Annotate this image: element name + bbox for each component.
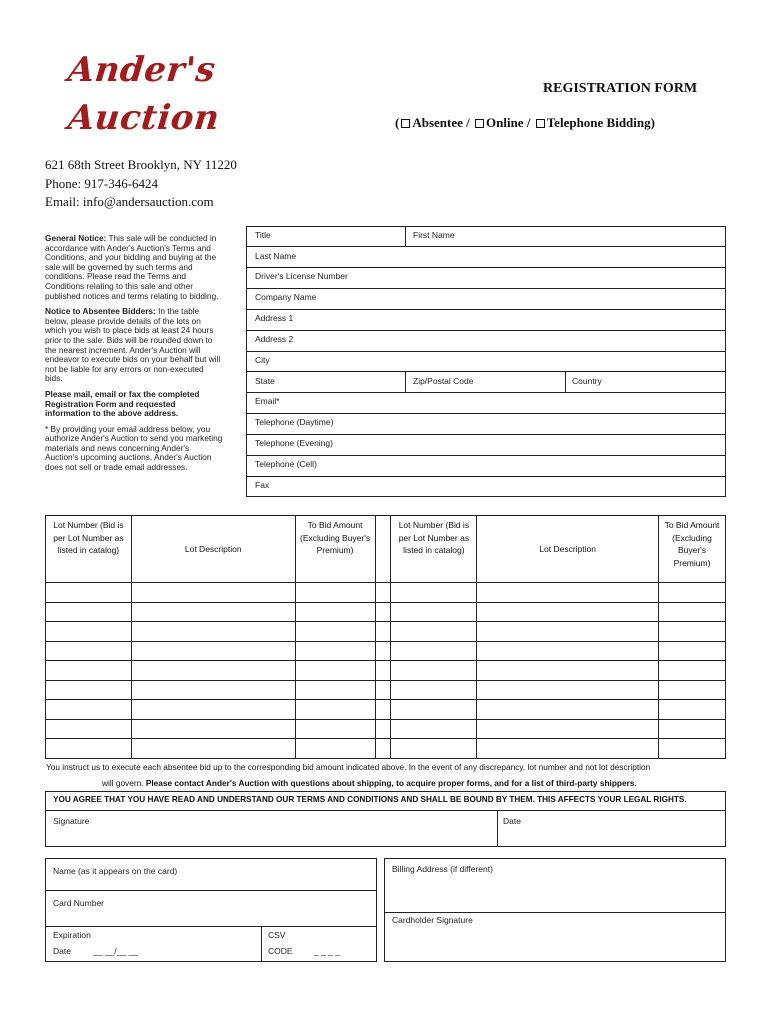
logo-line-1: Ander's [65, 50, 218, 90]
lot-number-cell[interactable] [391, 680, 477, 700]
lot-table-spacer [375, 516, 391, 583]
bid-amount-header: To Bid Amount (Excluding Buyer's Premium) [295, 516, 375, 583]
lot-number-cell[interactable] [391, 661, 477, 681]
form-title: REGISTRATION FORM [543, 81, 698, 96]
expiration-label: Expiration [53, 930, 91, 940]
lot-number-cell[interactable] [46, 719, 132, 739]
company-name-field[interactable]: Company Name [255, 292, 317, 302]
lot-number-cell[interactable] [391, 719, 477, 739]
lot-description-cell[interactable] [131, 622, 295, 642]
agreement-text: YOU AGREE THAT YOU HAVE READ AND UNDERSTAND OUR TERMS AND CONDITIONS AND SHALL BE BOUND BY THEM. THIS AFFECTS YOUR LEGAL RIGHTS. [53, 795, 687, 804]
address-2-field[interactable]: Address 2 [255, 334, 294, 344]
fax-field[interactable]: Fax [255, 480, 270, 490]
lot-table-row [46, 719, 726, 739]
telephone-cell-field[interactable]: Telephone (Cell) [255, 459, 317, 469]
telephone-daytime-field[interactable]: Telephone (Daytime) [255, 417, 334, 427]
lot-number-cell[interactable] [391, 739, 477, 759]
bid-amount-cell[interactable] [295, 583, 375, 603]
card-name-field[interactable]: Name (as it appears on the card) [53, 866, 178, 876]
signature-field[interactable]: Signature [53, 816, 90, 826]
lot-number-cell[interactable] [46, 622, 132, 642]
lot-description-cell[interactable] [131, 583, 295, 603]
spacer-cell [375, 739, 391, 759]
lot-number-cell[interactable] [391, 602, 477, 622]
lot-description-cell[interactable] [131, 739, 295, 759]
telephone-label: Telephone Bidding) [546, 115, 655, 130]
telephone-evening-field[interactable]: Telephone (Evening) [255, 438, 333, 448]
lot-description-cell[interactable] [477, 661, 659, 681]
lot-table-body [46, 583, 726, 759]
online-label: Online / [486, 115, 531, 130]
lot-table-row [46, 641, 726, 661]
bid-amount-cell[interactable] [659, 739, 726, 759]
first-name-field[interactable]: First Name [413, 230, 455, 240]
bid-amount-cell[interactable] [659, 719, 726, 739]
lot-description-cell[interactable] [477, 739, 659, 759]
mail-notice [45, 390, 223, 419]
lot-table [45, 515, 726, 759]
bid-amount-cell[interactable] [659, 602, 726, 622]
bid-amount-cell[interactable] [659, 661, 726, 681]
lot-number-cell[interactable] [46, 583, 132, 603]
lot-description-header-2: Lot Description [477, 516, 659, 583]
lot-table-header [46, 516, 726, 583]
bid-amount-cell[interactable] [295, 641, 375, 661]
lot-number-header-2: Lot Number (Bid is per Lot Number as listed in catalog) [391, 516, 477, 583]
bid-amount-header-2: To Bid Amount (Excluding Buyer's Premium) [659, 516, 726, 583]
lot-number-cell[interactable] [46, 739, 132, 759]
expiration-date-field[interactable]: __ __/__ __ [93, 946, 138, 956]
general-notice-text: This sale will be conducted in accordance with Ander's Auction's Terms and Conditions, and your bidding and buying at the sale will be governed by such terms and conditions. Please read the Terms and Conditions relating to this sale and other published notices and terms relating to bidding. [45, 233, 219, 301]
absentee-checkbox[interactable] [401, 119, 410, 128]
instruction-bold: Please contact Ander's Auction with questions about shipping, to acquire proper forms, and for a list of third-party shippers. [145, 778, 637, 788]
lot-number-cell[interactable] [46, 700, 132, 720]
email-field[interactable]: Email* [255, 396, 280, 406]
lot-number-header: Lot Number (Bid is per Lot Number as listed in catalog) [46, 516, 132, 583]
lot-number-cell[interactable] [46, 602, 132, 622]
bid-amount-cell[interactable] [659, 622, 726, 642]
bid-type-selector [395, 115, 655, 131]
instruction-plain: will govern. [102, 778, 146, 788]
logo-line-2: Auction [65, 98, 222, 138]
absentee-notice-text: In the table below, please provide details of the lots on which you wish to place bids at least 24 hours prior to the sale. Bids will be rounded down to the nearest increment. Ander's Auction will endeavor to execute bids on your behalf but will not be liable for any errors or non-executed bids. [45, 306, 221, 384]
lot-description-cell[interactable] [477, 719, 659, 739]
billing-address-field[interactable]: Billing Address (if different) [392, 864, 493, 874]
online-checkbox[interactable] [475, 119, 484, 128]
csv-label: CSV [268, 930, 286, 940]
lot-description-cell[interactable] [477, 641, 659, 661]
bid-amount-cell[interactable] [295, 661, 375, 681]
address-1-field[interactable]: Address 1 [255, 313, 294, 323]
date-field[interactable]: Date [503, 816, 521, 826]
bid-amount-cell[interactable] [659, 700, 726, 720]
contact-phone: Phone: 917-346-6424 [45, 176, 159, 191]
lot-number-cell[interactable] [46, 641, 132, 661]
bid-amount-cell[interactable] [295, 622, 375, 642]
bid-amount-cell[interactable] [295, 680, 375, 700]
state-field[interactable]: State [255, 376, 275, 386]
code-label: CODE [268, 946, 293, 956]
general-notice-heading: General Notice: [45, 233, 107, 243]
lot-description-cell[interactable] [131, 719, 295, 739]
lot-description-cell[interactable] [477, 602, 659, 622]
spacer-cell [375, 602, 391, 622]
mail-notice-text: Please mail, email or fax the completed Registration Form and requested information to the above address. [45, 388, 200, 419]
instruction-line-2 [102, 778, 637, 788]
spacer-cell [375, 719, 391, 739]
email-notice: * By providing your email address below, you authorize Ander's Auction to send you marketing materials and news concerning Ander's Auction's upcoming auctions. Ander's Auction does not sell or trade email addresses. [45, 423, 223, 473]
bid-amount-cell[interactable] [295, 602, 375, 622]
spacer-cell [375, 700, 391, 720]
expiration-date-label: Date [53, 946, 71, 956]
lot-description-cell[interactable] [477, 680, 659, 700]
city-field[interactable]: City [255, 355, 270, 365]
lot-description-cell[interactable] [131, 700, 295, 720]
lot-table-row [46, 622, 726, 642]
general-notice [45, 234, 223, 301]
instruction-line-1: You instruct us to execute each absentee bid up to the corresponding bid amount indicated above. In the event of any discrepancy, lot number and not lot description [46, 762, 651, 772]
absentee-notice [45, 307, 223, 384]
lot-description-cell[interactable] [131, 661, 295, 681]
lot-number-cell[interactable] [46, 661, 132, 681]
lot-description-cell[interactable] [477, 700, 659, 720]
lot-description-cell[interactable] [131, 641, 295, 661]
lot-table-row [46, 680, 726, 700]
spacer-cell [375, 622, 391, 642]
lot-table-row [46, 583, 726, 603]
csv-code-field[interactable]: _ _ _ _ [314, 946, 340, 956]
lot-number-cell[interactable] [391, 700, 477, 720]
telephone-checkbox[interactable] [536, 119, 545, 128]
bid-amount-cell[interactable] [659, 680, 726, 700]
cardholder-signature-field[interactable]: Cardholder Signature [392, 915, 473, 925]
title-field[interactable]: Title [255, 230, 271, 240]
spacer-cell [375, 661, 391, 681]
bid-amount-cell[interactable] [659, 641, 726, 661]
bid-amount-cell[interactable] [659, 583, 726, 603]
contact-address: 621 68th Street Brooklyn, NY 11220 [45, 157, 237, 172]
notices-block [45, 234, 223, 479]
country-field[interactable]: Country [572, 376, 602, 386]
lot-description-cell[interactable] [477, 583, 659, 603]
lot-description-cell[interactable] [131, 680, 295, 700]
lot-description-header: Lot Description [131, 516, 295, 583]
drivers-license-field[interactable]: Driver's License Number [255, 271, 348, 281]
lot-table-row [46, 602, 726, 622]
contact-email: Email: info@andersauction.com [45, 194, 214, 209]
spacer-cell [375, 680, 391, 700]
absentee-label: Absentee / [412, 115, 470, 130]
last-name-field[interactable]: Last Name [255, 251, 297, 261]
lot-table-row [46, 739, 726, 759]
lot-table-row [46, 700, 726, 720]
lot-number-cell[interactable] [391, 641, 477, 661]
bid-amount-cell[interactable] [295, 719, 375, 739]
lot-number-cell[interactable] [46, 680, 132, 700]
lot-number-cell[interactable] [391, 583, 477, 603]
spacer-cell [375, 641, 391, 661]
lot-description-cell[interactable] [131, 602, 295, 622]
bid-type-open-paren: ( [395, 115, 400, 130]
bid-amount-cell[interactable] [295, 739, 375, 759]
lot-description-cell[interactable] [477, 622, 659, 642]
zip-field[interactable]: Zip/Postal Code [413, 376, 474, 386]
spacer-cell [375, 583, 391, 603]
absentee-notice-heading: Notice to Absentee Bidders: [45, 306, 156, 317]
lot-table-row [46, 661, 726, 681]
lot-number-cell[interactable] [391, 622, 477, 642]
bid-amount-cell[interactable] [295, 700, 375, 720]
card-number-field[interactable]: Card Number [53, 898, 105, 908]
